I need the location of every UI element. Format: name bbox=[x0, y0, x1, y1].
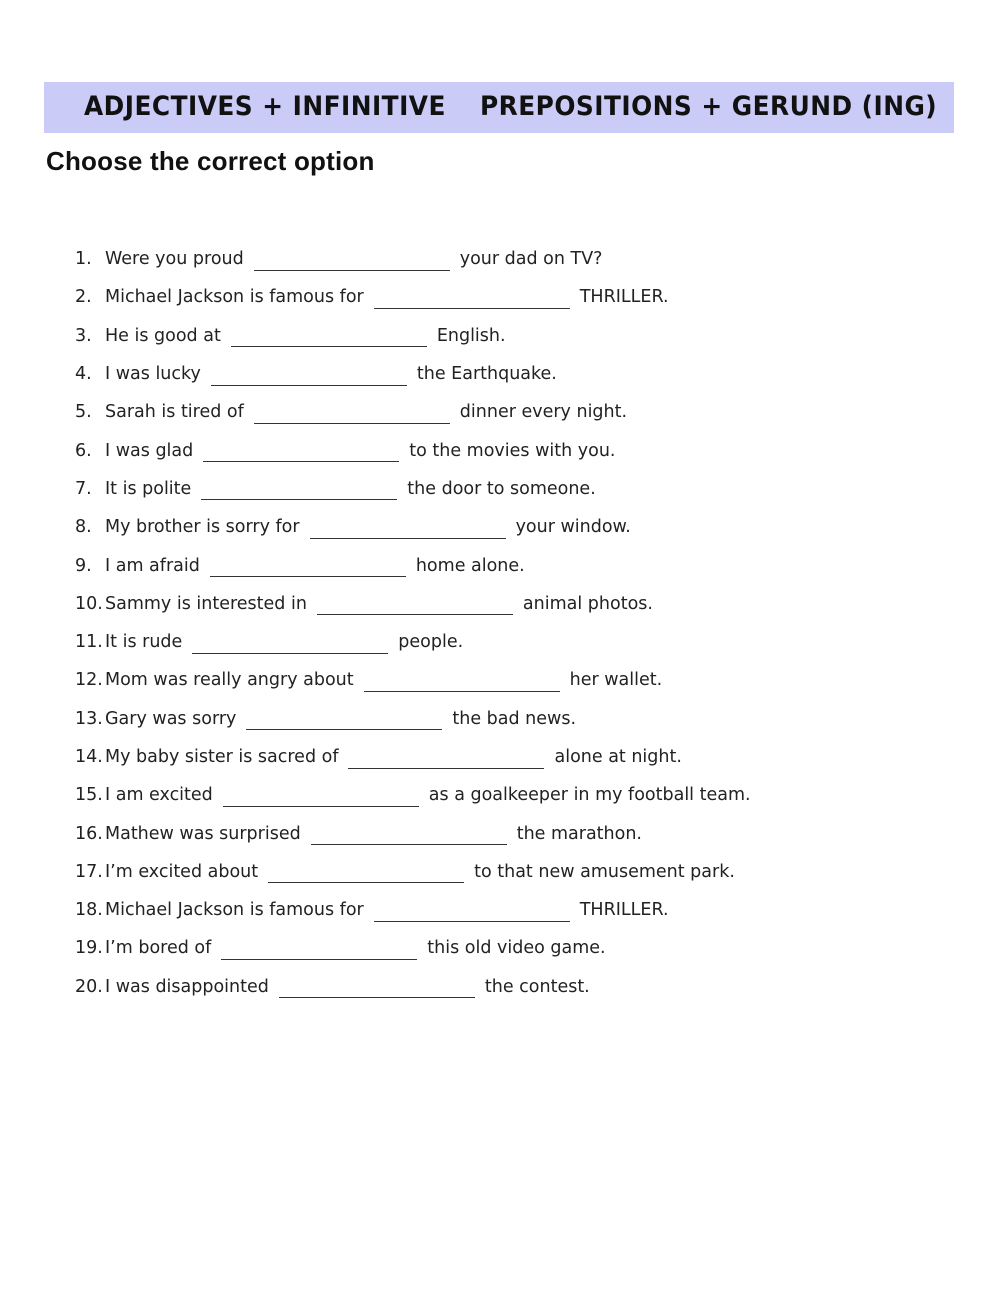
question-text-after: your window. bbox=[515, 517, 631, 538]
question-number: 8. bbox=[75, 517, 92, 538]
question-item bbox=[75, 891, 751, 929]
question-number: 14. bbox=[75, 747, 103, 767]
question-text-before: Mom was really angry about bbox=[105, 670, 354, 691]
question-text-before: Michael Jackson is famous for bbox=[105, 287, 364, 308]
question-text-before: Michael Jackson is famous for bbox=[105, 900, 364, 921]
question-text-before: It is rude bbox=[105, 632, 183, 653]
question-text-before: Sarah is tired of bbox=[105, 402, 244, 423]
question-item bbox=[75, 317, 751, 355]
title-adjectives-infinitive: ADJECTIVES + INFINITIVE bbox=[84, 91, 446, 122]
answer-blank[interactable] bbox=[268, 860, 464, 883]
answer-blank[interactable] bbox=[317, 592, 513, 615]
answer-blank[interactable] bbox=[246, 707, 442, 730]
question-number: 1. bbox=[75, 249, 92, 270]
answer-blank[interactable] bbox=[374, 286, 570, 309]
answer-blank[interactable] bbox=[203, 439, 399, 462]
question-number: 6. bbox=[75, 440, 92, 461]
question-text-before: My brother is sorry for bbox=[105, 517, 300, 538]
question-list bbox=[75, 240, 751, 1006]
question-number: 5. bbox=[75, 402, 92, 423]
question-number: 3. bbox=[75, 325, 92, 346]
question-text-before: He is good at bbox=[105, 325, 221, 346]
question-item bbox=[75, 738, 751, 776]
question-number: 4. bbox=[75, 364, 92, 385]
answer-blank[interactable] bbox=[221, 937, 417, 960]
answer-blank[interactable] bbox=[231, 324, 427, 347]
question-text-after: the contest. bbox=[484, 976, 590, 997]
answer-blank[interactable] bbox=[211, 363, 407, 386]
question-item bbox=[75, 278, 751, 316]
question-item bbox=[75, 623, 751, 661]
question-item bbox=[75, 431, 751, 469]
question-text-after: the marathon. bbox=[516, 823, 642, 844]
question-number: 15. bbox=[75, 785, 103, 806]
answer-blank[interactable] bbox=[254, 401, 450, 424]
answer-blank[interactable] bbox=[223, 784, 419, 807]
question-text-before: I was lucky bbox=[105, 364, 201, 385]
question-number: 17. bbox=[75, 861, 103, 882]
question-item bbox=[75, 546, 751, 584]
answer-blank[interactable] bbox=[374, 899, 570, 922]
question-number: 9. bbox=[75, 555, 92, 576]
question-item bbox=[75, 508, 751, 546]
question-text-before: Mathew was surprised bbox=[105, 823, 301, 844]
question-number: 7. bbox=[75, 478, 92, 499]
question-text-after: the Earthquake. bbox=[416, 364, 557, 385]
question-number: 10. bbox=[75, 593, 103, 614]
answer-blank[interactable] bbox=[279, 975, 475, 998]
answer-blank[interactable] bbox=[310, 516, 506, 539]
question-text-before: I’m excited about bbox=[105, 861, 259, 882]
question-text-after: animal photos. bbox=[522, 593, 653, 614]
question-number: 16. bbox=[75, 823, 103, 844]
question-number: 12. bbox=[75, 670, 103, 691]
question-item bbox=[75, 776, 751, 814]
answer-blank[interactable] bbox=[348, 746, 544, 769]
answer-blank[interactable] bbox=[210, 554, 406, 577]
question-item bbox=[75, 853, 751, 891]
question-text-after: THRILLER. bbox=[579, 287, 669, 308]
question-text-before: Sammy is interested in bbox=[105, 593, 307, 614]
question-text-after: dinner every night. bbox=[459, 402, 628, 423]
question-number: 19. bbox=[75, 938, 103, 959]
question-text-before: It is polite bbox=[105, 478, 192, 499]
question-text-after: home alone. bbox=[415, 555, 525, 576]
instructions-heading: Choose the correct option bbox=[46, 146, 375, 176]
question-text-after: your dad on TV? bbox=[459, 249, 603, 270]
question-text-before: My baby sister is sacred of bbox=[105, 747, 339, 767]
question-text-after: to the movies with you. bbox=[409, 440, 616, 461]
question-text-after: to that new amusement park. bbox=[474, 861, 735, 882]
question-item bbox=[75, 700, 751, 738]
question-number: 18. bbox=[75, 900, 103, 921]
answer-blank[interactable] bbox=[254, 248, 450, 271]
question-item bbox=[75, 585, 751, 623]
question-text-before: I am afraid bbox=[105, 555, 200, 576]
title-prepositions-gerund: PREPOSITIONS + GERUND (ING) bbox=[480, 91, 938, 122]
question-item bbox=[75, 393, 751, 431]
answer-blank[interactable] bbox=[192, 631, 388, 654]
answer-blank[interactable] bbox=[364, 669, 560, 692]
question-text-before: I was glad bbox=[105, 440, 194, 461]
question-text-before: I’m bored of bbox=[105, 938, 212, 959]
question-item bbox=[75, 814, 751, 852]
question-number: 13. bbox=[75, 708, 103, 729]
question-text-before: Gary was sorry bbox=[105, 708, 237, 729]
question-item bbox=[75, 470, 751, 508]
question-item bbox=[75, 929, 751, 967]
question-text-before: I am excited bbox=[105, 785, 213, 806]
question-number: 20. bbox=[75, 976, 103, 997]
question-number: 2. bbox=[75, 287, 92, 308]
question-text-after: the door to someone. bbox=[407, 478, 596, 499]
question-text-after: this old video game. bbox=[427, 938, 606, 959]
question-text-after: people. bbox=[398, 632, 464, 653]
question-text-after: her wallet. bbox=[569, 670, 663, 691]
question-item bbox=[75, 240, 751, 278]
question-text-after: the bad news. bbox=[452, 708, 577, 729]
question-text-before: Were you proud bbox=[105, 249, 244, 270]
question-text-after: alone at night. bbox=[554, 747, 682, 767]
question-text-after: THRILLER. bbox=[579, 900, 669, 921]
answer-blank[interactable] bbox=[201, 477, 397, 500]
answer-blank[interactable] bbox=[311, 822, 507, 845]
question-text-before: I was disappointed bbox=[105, 976, 269, 997]
question-item bbox=[75, 355, 751, 393]
question-text-after: as a goalkeeper in my football team. bbox=[428, 785, 751, 806]
question-number: 11. bbox=[75, 632, 103, 653]
question-item bbox=[75, 968, 751, 1006]
title-banner bbox=[44, 82, 954, 133]
question-text-after: English. bbox=[436, 325, 506, 346]
question-item bbox=[75, 661, 751, 699]
